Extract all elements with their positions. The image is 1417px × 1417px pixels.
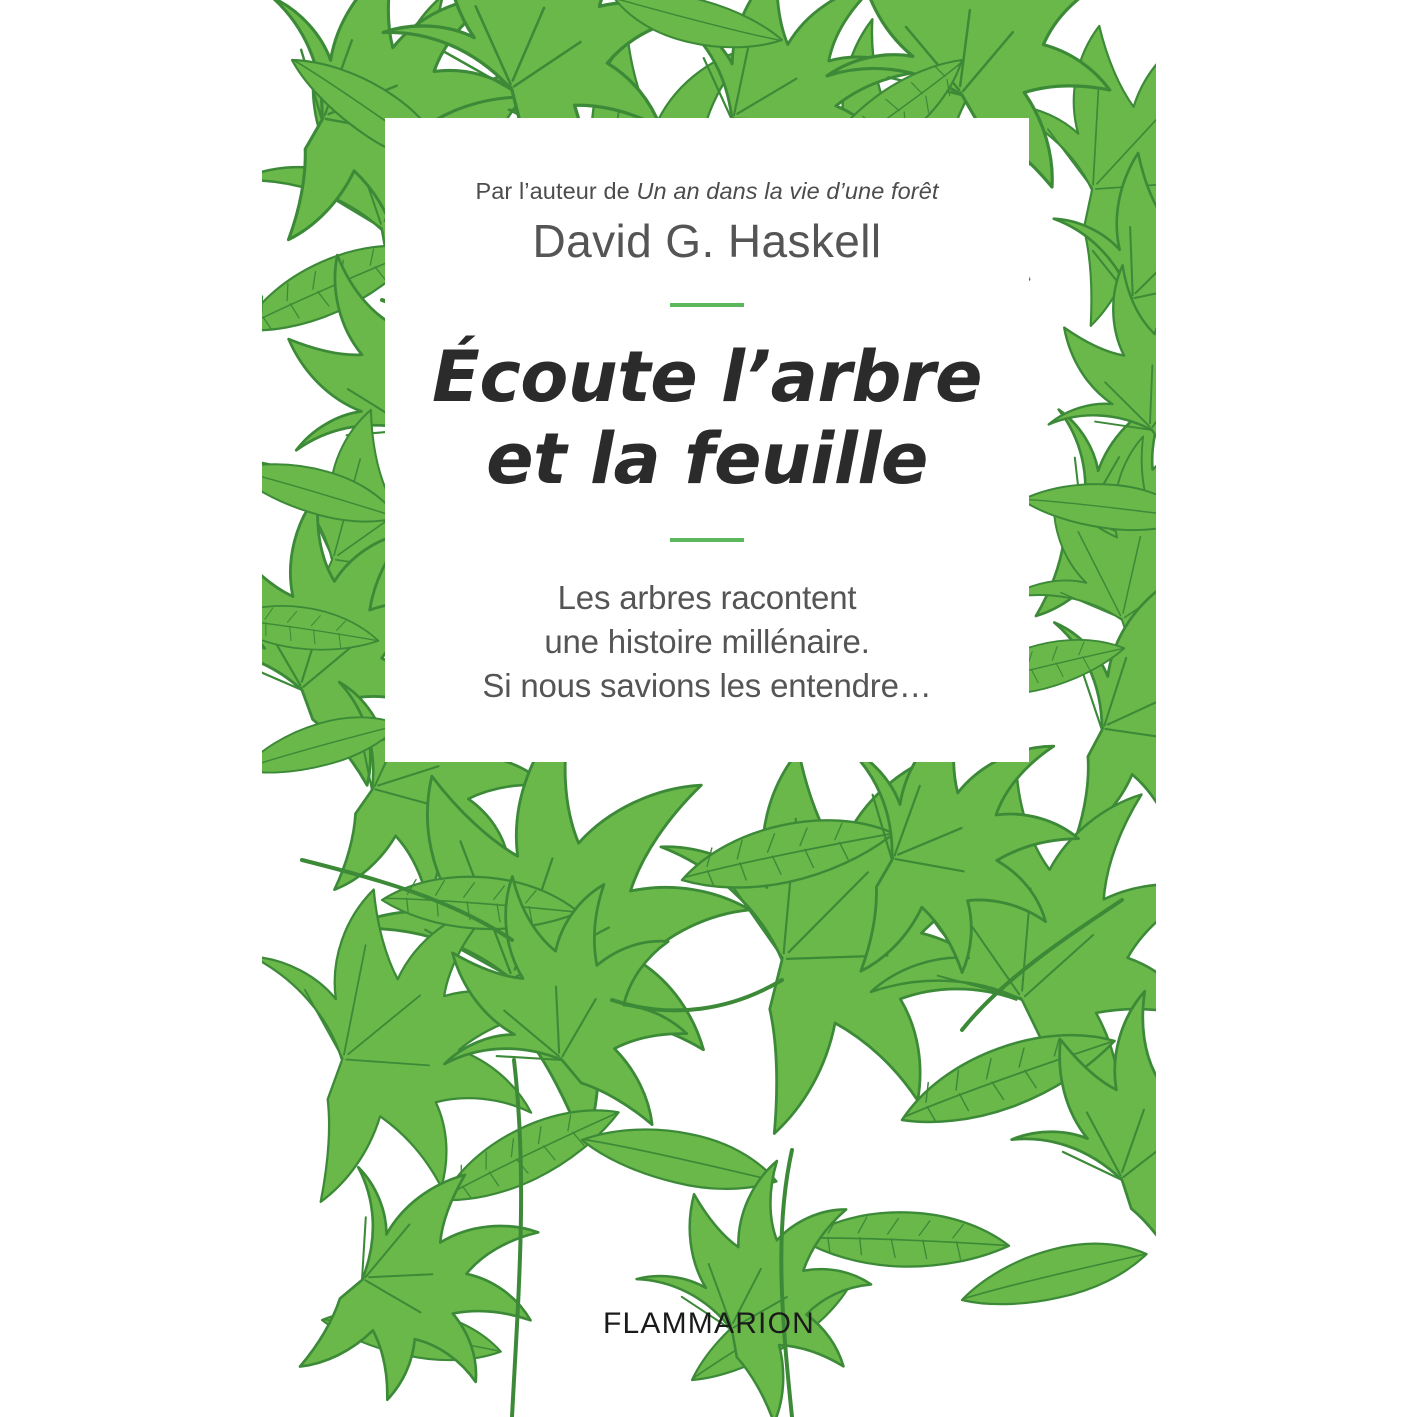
tagline-line-2: une histoire millénaire.	[544, 622, 870, 660]
byline	[425, 176, 989, 207]
tagline-line-3: Si nous savions les entendre…	[482, 666, 932, 704]
publisher-name: FLAMMARION	[602, 1307, 815, 1340]
cover-tagline	[425, 576, 989, 708]
book-title	[425, 337, 989, 499]
book-title-line-1: Écoute l’arbre	[432, 336, 982, 419]
cover-text-panel	[385, 118, 1029, 762]
book-title-line-2: et la feuille	[486, 417, 928, 500]
divider-rule-bottom	[670, 538, 744, 542]
byline-previous-work-title: Un an dans la vie d’une forêt	[636, 178, 939, 204]
book-cover	[262, 0, 1156, 1417]
byline-prefix: Par l’auteur de	[475, 178, 637, 204]
author-name: David G. Haskell	[532, 214, 882, 267]
divider-rule-top	[670, 303, 744, 307]
tagline-line-1: Les arbres racontent	[557, 578, 857, 616]
